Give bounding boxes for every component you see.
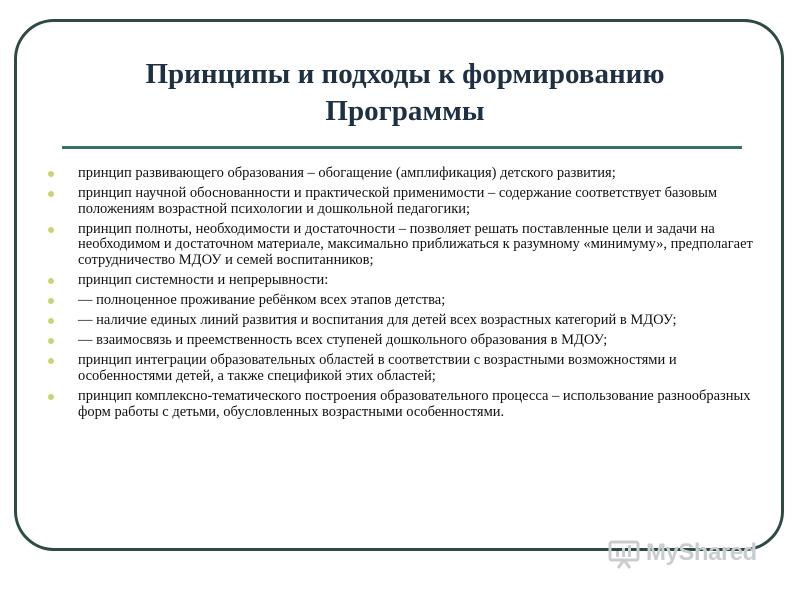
myshared-watermark bbox=[608, 537, 778, 571]
bullet-icon bbox=[48, 338, 54, 344]
bullet-icon bbox=[48, 227, 54, 233]
bullet-text: принцип системности и непрерывности: bbox=[78, 272, 329, 289]
bullet-text: принцип развивающего образования – обогащение (амплификация) детского развития; bbox=[78, 165, 616, 181]
bullet-text: принцип комплексно-тематического построения образовательного процесса – использование разнообразных форм работы с детьми, обусловленных возрастными особенностями. bbox=[78, 388, 751, 420]
bullet-item bbox=[44, 313, 762, 329]
title-divider bbox=[62, 146, 742, 149]
presentation-board-icon bbox=[608, 539, 642, 569]
bullet-text: — наличие единых линий развития и воспитания для детей всех возрастных категорий в МДОУ; bbox=[78, 312, 677, 329]
bullet-item bbox=[44, 333, 762, 349]
bullet-list bbox=[44, 166, 762, 425]
bullet-item bbox=[44, 186, 762, 217]
bullet-item bbox=[44, 166, 762, 182]
bullet-icon bbox=[48, 358, 54, 364]
bullet-text: — взаимосвязь и преемственность всех ступеней дошкольного образования в МДОУ; bbox=[78, 332, 608, 349]
slide-title bbox=[60, 56, 750, 130]
bullet-text: принцип научной обоснованности и практической применимости – содержание соответствует базовым положениям возрастной психологии и дошкольной педагогики; bbox=[78, 185, 718, 217]
bullet-icon bbox=[48, 278, 54, 284]
bullet-text: принцип полноты, необходимости и достаточности – позволяет решать поставленные цели и задачи на необходимом и достаточном материале, максимально приближаться к разумному «минимуму», предполагает сотрудничество МДОУ и семей воспитанников; bbox=[78, 220, 753, 268]
bullet-item bbox=[44, 293, 762, 309]
bullet-icon bbox=[48, 171, 54, 177]
bullet-item bbox=[44, 389, 762, 420]
bullet-icon bbox=[48, 318, 54, 324]
slide-title-line1: Принципы и подходы к формированию bbox=[145, 58, 665, 90]
bullet-icon bbox=[48, 298, 54, 304]
bullet-text: — полноценное проживание ребёнком всех этапов детства; bbox=[78, 292, 446, 309]
bullet-icon bbox=[48, 191, 54, 197]
slide-title-line2: Программы bbox=[325, 95, 485, 127]
watermark-text: MyShared bbox=[646, 539, 757, 566]
bullet-item bbox=[44, 222, 762, 269]
bullet-item bbox=[44, 353, 762, 384]
bullet-icon bbox=[48, 394, 54, 400]
bullet-text: принцип интеграции образовательных областей в соответствии с возрастными возможностями и особенностями детей, а также спецификой этих областей; bbox=[78, 352, 677, 385]
bullet-item bbox=[44, 273, 762, 289]
